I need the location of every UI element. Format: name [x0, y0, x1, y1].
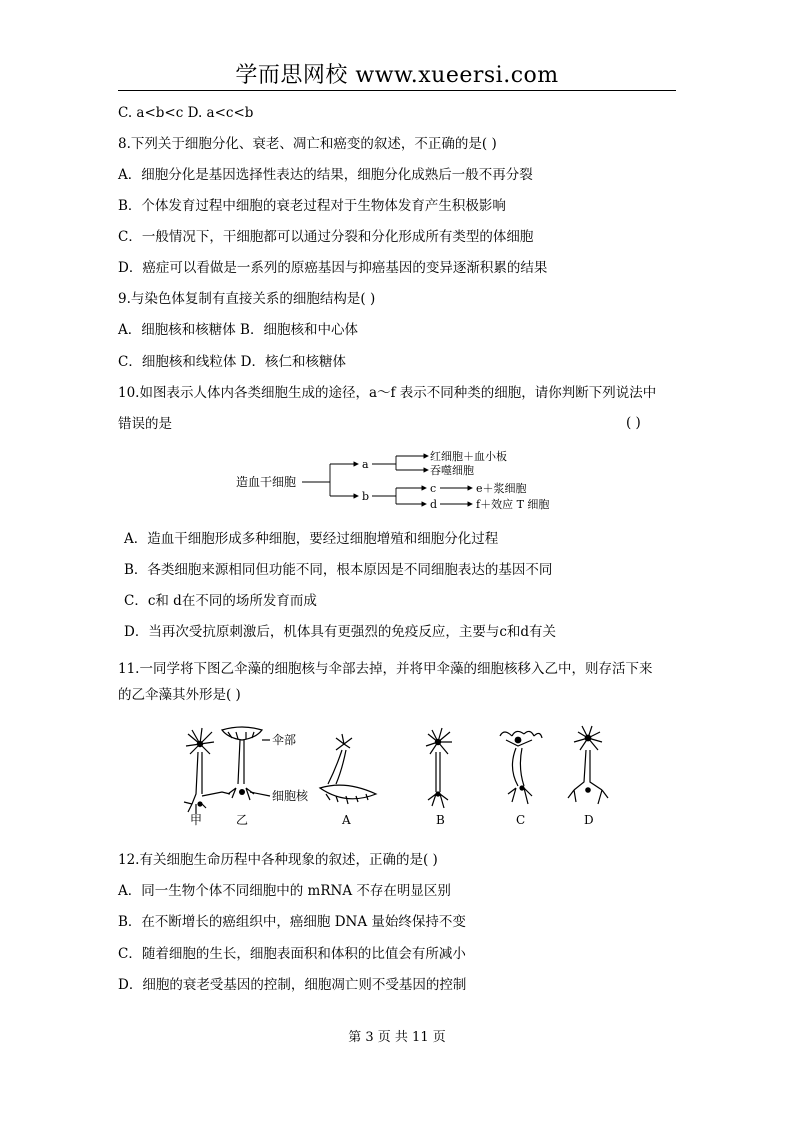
q10-diagram [230, 448, 570, 514]
diagram-node-d: d [430, 498, 438, 511]
q8-option-b: B．个体发育过程中细胞的衰老过程对于生物体发育产生积极影响 [118, 198, 506, 214]
q10-option-d: D．当再次受抗原刺激后，机体具有更强烈的免疫反应，主要与c和d有关 [124, 624, 557, 640]
nucleus-b [435, 791, 440, 796]
diagram-node-b: b [362, 490, 370, 503]
label-option-d: D [584, 813, 594, 827]
diagram-node-c: c [430, 482, 437, 495]
q10-answer-paren: ( ) [626, 415, 641, 431]
label-nucleus: 细胞核 [272, 789, 309, 803]
q12-option-d: D．细胞的衰老受基因的控制，细胞凋亡则不受基因的控制 [118, 977, 467, 993]
nucleus-d [585, 787, 591, 793]
q10-stem-line1: 10.如图表示人体内各类细胞生成的途径，a～f 表示不同种类的细胞，请你判断下列说法中 [118, 385, 657, 401]
label-yi: 乙 [236, 813, 249, 827]
q10-stem-line2: 错误的是 [118, 416, 172, 432]
q7-options: C. a<b<c D. a<c<b [118, 105, 254, 121]
q9-options-ab: A．细胞核和核糖体 B．细胞核和中心体 [118, 322, 358, 338]
diagram-source-label: 造血干细胞 [236, 475, 297, 489]
q8-option-d: D．癌症可以看做是一系列的原癌基因与抑癌基因的变异逐渐积累的结果 [118, 260, 548, 276]
header-divider [118, 90, 676, 91]
q11-figure [170, 724, 630, 828]
q9-stem: 9.与染色体复制有直接关系的细胞结构是( ) [118, 291, 376, 307]
q9-options-cd: C．细胞核和线粒体 D．核仁和核糖体 [118, 354, 346, 370]
q12-option-b: B．在不断增长的癌组织中，癌细胞 DNA 量始终保持不变 [118, 914, 466, 930]
label-option-a: A [342, 813, 351, 827]
nucleus-c-cap [515, 737, 522, 744]
diagram-red-cells: 红细胞＋血小板 [430, 450, 507, 463]
q8-option-c: C．一般情况下，干细胞都可以通过分裂和分化形成所有类型的体细胞 [118, 229, 534, 245]
nucleus-c [519, 785, 524, 790]
label-cap: 伞部 [272, 733, 297, 747]
q12-option-c: C．随着细胞的生长，细胞表面积和体积的比值会有所减小 [118, 946, 466, 962]
q11-stem-line1: 11.一同学将下图乙伞藻的细胞核与伞部去掉，并将甲伞藻的细胞核移入乙中，则存活下来 [118, 661, 653, 677]
q10-option-b: B．各类细胞来源相同但功能不同，根本原因是不同细胞表达的基因不同 [124, 562, 553, 578]
nucleus-yi [239, 789, 245, 795]
nucleus-jia-cap [197, 741, 203, 747]
q12-option-a: A．同一生物个体不同细胞中的 mRNA 不存在明显区别 [118, 883, 451, 899]
page-header-title: 学而思网校 www.xueersi.com [235, 63, 559, 88]
label-option-b: B [436, 813, 445, 827]
diagram-f-tcell: f＋效应 T 细胞 [476, 498, 550, 511]
page-footer: 第 3 页 共 11 页 [348, 1030, 446, 1045]
q10-option-a: A．造血干细胞形成多种细胞，要经过细胞增殖和细胞分化过程 [124, 531, 499, 547]
label-option-c: C [516, 813, 526, 827]
alga-option-c [500, 731, 542, 804]
diagram-node-a: a [362, 458, 369, 471]
q11-stem-line2: 的乙伞藻其外形是( ) [118, 687, 241, 703]
alga-yi [222, 727, 270, 800]
nucleus-d-cap [585, 735, 592, 742]
label-jia: 甲 [190, 813, 203, 827]
diagram-e-plasma: e＋浆细胞 [476, 482, 527, 495]
nucleus-jia [197, 801, 202, 806]
alga-jia [184, 728, 230, 814]
q12-stem: 12.有关细胞生命历程中各种现象的叙述，正确的是( ) [118, 852, 438, 868]
nucleus-b-cap [435, 739, 441, 745]
q10-option-c: C．c和 d在不同的场所发育而成 [124, 593, 317, 609]
alga-option-a [320, 734, 376, 804]
q8-stem: 8.下列关于细胞分化、衰老、凋亡和癌变的叙述，不正确的是( ) [118, 136, 497, 152]
q8-option-a: A．细胞分化是基因选择性表达的结果，细胞分化成熟后一般不再分裂 [118, 167, 533, 183]
diagram-phagocyte: 吞噬细胞 [430, 464, 474, 477]
